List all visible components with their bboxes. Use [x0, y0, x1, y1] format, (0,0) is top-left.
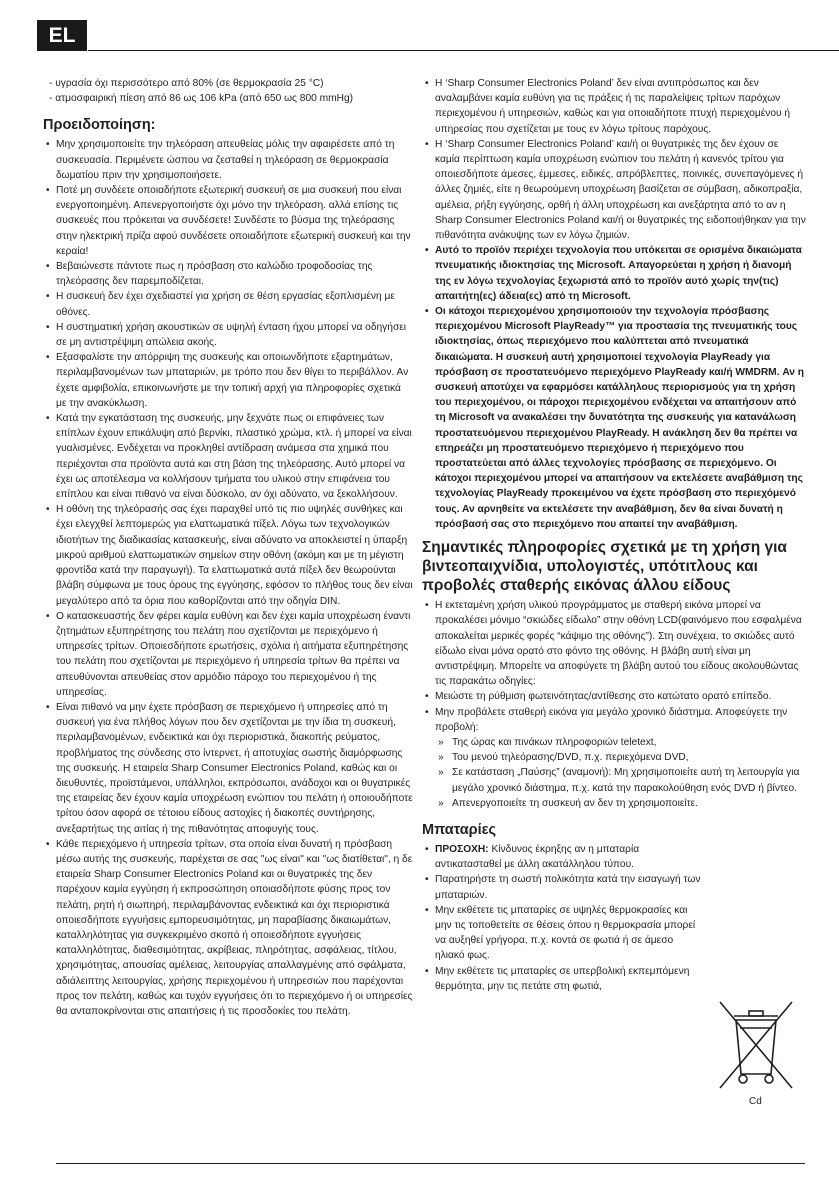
list-item: • Μειώστε τη ρύθμιση φωτεινότητας/αντίθεσης στο κατώτατο ορατό επίπεδο.	[422, 689, 806, 704]
battery-list	[422, 842, 806, 994]
bin-label: Cd	[749, 1096, 762, 1107]
footer-rule	[56, 1163, 805, 1164]
list-item: • Είναι πιθανό να μην έχετε πρόσβαση σε περιεχόμενο ή υπηρεσίες από τη συσκευή για ένα πλήθος λόγων που δεν σχετίζονται με την ίδια τη συσκευή, περιλαμβανομένων, ενδεικτικά και όχι περιοριστικά, διακοπής ρεύματος, προβλήματος της σύνδεσης στο ίντερνετ, ή αποτυχίας σωστής διαμόρφωσης της συσκευής. Η εταιρεία Sharp Consumer Electronics Poland, καθώς και οι διευθυντές, προϊστάμενοι, υπάλληλοι, εκπρόσωποι, ανάδοχοι και οι θυγατρικές της εταιρείας δεν έχουν καμία υποχρέωση ενώπιον του πελάτη ή οποιουδήποτε τρίτου όσον αφορά σε τέτοιου είδους αστοχίες ή διακοπές συντήρησης, ανεξαρτήτως της αιτίας ή της πιθανότητας αποφυγής τους.	[43, 700, 413, 837]
list-item: • Η ‘Sharp Consumer Electronics Poland’ και/ή οι θυγατρικές της δεν έχουν σε καμία περίπτωση καμία υποχρέωση ενώπιον του πελάτη ή κανενός τρίτου για οποιεσδήποτε άμεσες, έμμεσες, ειδικές, απρόβλεπτες, ποινικές, συνεπαγόμενες ή άλλες ζημιές, είτε η θεωρούμενη υποχρέωση βασίζεται σε σύμβαση, αδικοπραξία, αμέλεια, ρήξη εγγύησης, ορθή ή άλλη υποχρέωση και ανεξάρτητα από το αν η Sharp Consumer Electronics Poland και/ή οι θυγατρικές της ειδοποιήθηκαν για την πιθανότητα ανάκυψης των εν λόγω ζημιών.	[422, 137, 806, 243]
weee-bin-icon	[712, 996, 800, 1108]
list-item: • Εξασφαλίστε την απόρριψη της συσκευής και οποιωνδήποτε εξαρτημάτων, περιλαμβανομένων των μπαταριών, με τρόπο που δεν θίγει το περιβάλλον. Αν έχετε αμφιβολία, επικοινωνήστε με την τοπική αρχή για πληροφορίες σχετικά με την ανακύκλωση.	[43, 350, 413, 411]
list-item: • Ποτέ μη συνδέετε οποιαδήποτε εξωτερική συσκευή σε μια συσκευή που είναι ενεργοποιημένη. Απενεργοποιήστε όχι μόνο την τηλεόραση. αλλά επίσης τις συσκευές που πρόκειται να συνδέσετε! Συνδέστε το βύσμα της τηλεόρασης στην ηλεκτρική πρίζα αφού συνδέσετε οποιαδήποτε εξωτερική συσκευή και την κεραία!	[43, 183, 413, 259]
sub-list-item: » Της ώρας και πινάκων πληροφοριών teletext,	[438, 735, 806, 750]
sub-list-item: » Απενεργοποιείτε τη συσκευή αν δεν τη χρησιμοποιείτε.	[438, 796, 806, 811]
list-item: • Ο κατασκευαστής δεν φέρει καμία ευθύνη και δεν έχει καμία υποχρέωση έναντι ζητημάτων εξυπηρέτησης του πελάτη που σχετίζονται με περιεχόμενο ή υπηρεσίες τρίτων. Οποιεσδήποτε ερωτήσεις, σχόλια ή αιτήματα εξυπηρέτησης του πελάτη που σχετίζονται με περιεχόμενο ή υπηρεσία τρίτων θα πρέπει να απευθύνονται απευθείας στον αρμόδιο πάροχο του περιεχομένου ή της υπηρεσίας.	[43, 609, 413, 700]
list-item	[422, 842, 705, 872]
intro-line: - υγρασία όχι περισσότερο από 80% (σε θερμοκρασία 25 °C)	[49, 78, 324, 89]
list-item: • Μην προβάλετε σταθερή εικόνα για μεγάλο χρονικό διάστημα. Αποφεύγετε την προβολή:	[422, 705, 806, 735]
list-item: • Μην χρησιμοποιείτε την τηλεόραση απευθείας μόλις την αφαιρέσετε από τη συσκευασία. Περιμένετε ώσπου να ζεσταθεί η τηλεόραση σε θερμοκρασία δωματίου πριν την χρησιμοποιήσετε.	[43, 137, 413, 183]
language-badge: EL	[37, 20, 87, 51]
list-item: • Μην εκθέτετε τις μπαταρίες σε υπερβολική εκπεμπόμενη θερμότητα, μην τις πετάτε στη φωτιά,	[422, 964, 705, 994]
sub-list-item: » Σε κατάσταση „Παύσης” (αναμονή): Μη χρησιμοποιείτε αυτή τη λειτουργία για μεγάλο χρονικό διάστημα, π.χ. κατά την παρακολούθηση ενός DVD ή βίντεο.	[438, 765, 806, 795]
list-item: • Βεβαιώνεστε πάντοτε πως η πρόσβαση στο καλώδιο τροφοδοσίας της τηλεόρασης δεν παρεμποδίζεται.	[43, 259, 413, 289]
left-column	[43, 76, 413, 1019]
list-item: • Κατά την εγκατάσταση της συσκευής, μην ξεχνάτε πως οι επιφάνειες των επίπλων έχουν επικάλυψη από βερνίκι, πλαστικό χρώμα, κτλ. ή μπορεί να είναι γυαλισμένες. Ενδέχεται να προκληθεί αντίδραση ανάμεσα στα χημικά που περιέχονται στα προϊόντα αυτά και στη βάση της τηλεόρασης. Αυτό μπορεί να έχει ως αποτέλεσμα να κολλήσουν τμήματα του υλικού στην επιφάνεια του επίπλου και είναι πιθανό να είναι δύσκολο, αν όχι αδύνατο, να ξεκολλήσουν.	[43, 411, 413, 502]
caution-text: Κίνδυνος έκρηξης αν η μπαταρία αντικατασταθεί με άλλη ακατάλληλου τύπου.	[435, 843, 640, 871]
list-item: • Αυτό το προϊόν περιέχει τεχνολογία που υπόκειται σε ορισμένα δικαιώματα πνευματικής ιδιοκτησίας της Microsoft. Απαγορεύεται η χρήση ή διανομή της εν λόγω τεχνολογίας ξεχωριστά από το προϊόν αυτό χωρίς την(τις) απαιτήτη(ες) άδεια(ες) από τη Microsoft.	[422, 243, 806, 304]
warning-list	[43, 137, 413, 1019]
list-item: • Η συσκευή δεν έχει σχεδιαστεί για χρήση σε θέση εργασίας εξοπλισμένη με οθόνες.	[43, 289, 413, 319]
list-item: • Η συστηματική χρήση ακουστικών σε υψηλή ένταση ήχου μπορεί να οδηγήσει σε μη αντιστρέψιμη απώλεια ακοής.	[43, 320, 413, 350]
list-item: • Παρατηρήστε τη σωστή πολικότητα κατά την εισαγωγή των μπαταριών.	[422, 872, 705, 902]
list-item: • Η εκτεταμένη χρήση υλικού προγράμματος με σταθερή εικόνα μπορεί να προκαλέσει μόνιμο “σκιώδες είδωλο” στην οθόνη LCD(φαινόμενο που εσφαλμένα αποκαλείται μερικές φορές “κάψιμο της οθόνης”). Στη συνέχεια, το σκιώδες αυτό είδωλο είναι μόνα ορατό στο φόντο της οθόνης. Η βλάβη αυτή είναι μη αντιστρέψιμη. Μπορείτε να αποφύγετε τη βλάβη αυτού του είδους ακολουθώντας τις παρακάτω οδηγίες:	[422, 598, 806, 689]
warning-heading: Προειδοποίηση:	[43, 117, 156, 134]
games-heading: Σημαντικές πληροφορίες σχετικά με τη χρήση για βιντεοπαιχνίδια, υπολογιστές, υπότιτλους και προβολές σταθερής εικόνας άλλου είδους	[422, 539, 787, 595]
games-sublist	[422, 735, 806, 811]
battery-heading: Μπαταρίες	[422, 821, 497, 838]
games-list	[422, 598, 806, 735]
list-item: • Μην εκθέτετε τις μπαταρίες σε υψηλές θερμοκρασίες και μην τις τοποθετείτε σε θέσεις όπου η θερμοκρασία μπορεί να αυξηθεί γρήγορα, π.χ. κοντά σε φωτιά ή σε άμεσο ηλιακό φως.	[422, 903, 705, 964]
caution-label: ΠΡΟΣΟΧΗ:	[435, 843, 489, 855]
sub-list-item: » Του μενού τηλεόρασης/DVD, π.χ. περιεχόμενα DVD,	[438, 750, 806, 765]
intro-line: - ατμοσφαιρική πίεση από 86 ως 106 kPa (από 650 ως 800 mmHg)	[49, 93, 354, 105]
list-item: • Κάθε περιεχόμενο ή υπηρεσία τρίτων, στα οποία είναι δυνατή η πρόσβαση μέσω αυτής της συσκευής, παρέχεται σε σας "ως είναι" και "ως διατίθεται", η δε εταιρεία Sharp Consumer Electronics Poland και οι θυγατρικές της δεν παρέχουν καμία εγγύηση ή εκπροσώπηση οποιασδήποτε φύσης προς τον πελάτη, ρητή ή σιωπηρή, περιλαμβάνοντας ενδεικτικά και όχι περιοριστικά οποιεσδήποτε εγγυήσεις εμπορευσιμότητας, μη παραβίασης δικαιωμάτων, καταλληλότητας για συγκεκριμένο σκοπό ή οποιεσδήποτε εγγυήσεις καταλληλότητας, διαθεσιμότητας, ακρίβειας, πληρότητας, ασφάλειας, τίτλου, χρησιμότητας, απουσίας αμέλειας, λειτουργίας απαλλαγμένης από σφάλματα, αδιάλειπτης λειτουργίας, χρήσης περιεχομένου ή υπηρεσιών που παρέχονται προς τον πελάτη, καθώς και τυχόν εγγυήσεις ότι το περιεχόμενο ή οι υπηρεσίες θα ανταποκρίνονται στις απαιτήσεις ή τις προσδοκίες του πελάτη.	[43, 837, 413, 1019]
list-item: • Η ‘Sharp Consumer Electronics Poland’ δεν είναι αντιπρόσωπος και δεν αναλαμβάνει καμία ευθύνη για τις πράξεις ή τις παραλείψεις τρίτων παρόχων περιεχομένου ή υπηρεσιών, καθώς και για οποιαδήποτε πτυχή περιεχομένου ή υπηρεσίας που σχετίζεται με τους εν λόγω τρίτους παρόχους.	[422, 76, 806, 137]
header-rule	[88, 50, 839, 51]
disclaimer-list	[422, 76, 806, 532]
list-item: • Οι κάτοχοι περιεχομένου χρησιμοποιούν την τεχνολογία πρόσβασης περιεχομένου Microsoft PlayReady™ για προστασία της πνευματικής τους ιδιοκτησίας, όπως περιεχόμενο που καλύπτεται από πνευματικά δικαιώματα. Η συσκευή αυτή χρησιμοποιεί τεχνολογία PlayReady για πρόσβαση σε προστατευόμενο περιεχόμενο PlayReady και/ή WMDRM. Αν η συσκευή αποτύχει να εφαρμόσει κατάλληλους περιορισμούς για τη χρήση του περιεχομένου, οι πάροχοι περιεχομένου ενδέχεται να απαιτήσουν από τη Microsoft να ανακαλέσει την δυνατότητα της συσκευής για κατανάλωση προστατευόμενου περιεχομένου PlayReady. Η ανάκληση δεν θα πρέπει να επηρεάζει μη προστατευόμενο περιεχόμενο ή περιεχόμενο που προστατεύεται από άλλες τεχνολογίες πρόσβασης σε περιεχόμενο. Οι κάτοχοι περιεχομένου μπορεί να απαιτήσουν να εκτελέσετε αναβάθμιση της τεχνολογίας PlayReady προκειμένου να έχετε πρόσβαση στο περιεχόμενό τους. Αν αρνηθείτε να εκτελέσετε την αναβάθμιση, δεν θα είναι δυνατή η πρόσβασή σας στο περιεχόμενο που απαιτεί την αναβάθμιση.	[422, 304, 806, 532]
list-item: • Η οθόνη της τηλεόρασής σας έχει παραχθεί υπό τις πιο υψηλές συνθήκες και έχει ελεγχθεί λεπτομερώς για ελαττωματικά πίξελ. Λόγω των τεχνολογικών ιδιοτήτων της διαδικασίας κατασκευής, είναι αδύνατο να αποκλειστεί η ύπαρξη μικρού αριθμού ελαττωματικών σημείων στην οθόνη (ακόμη και με τη μέγιστη φροντίδα κατά την παραγωγή). Τα ελαττωματικά αυτά πίξελ δεν θεωρούνται βλάβη σύμφωνα με τους όρους της εγγύησης, εφόσον το πλήθος τους δεν είναι μεγαλύτερο από τα όρια που καθορίζονται από την οδηγία DIN.	[43, 502, 413, 608]
right-column	[422, 76, 806, 994]
